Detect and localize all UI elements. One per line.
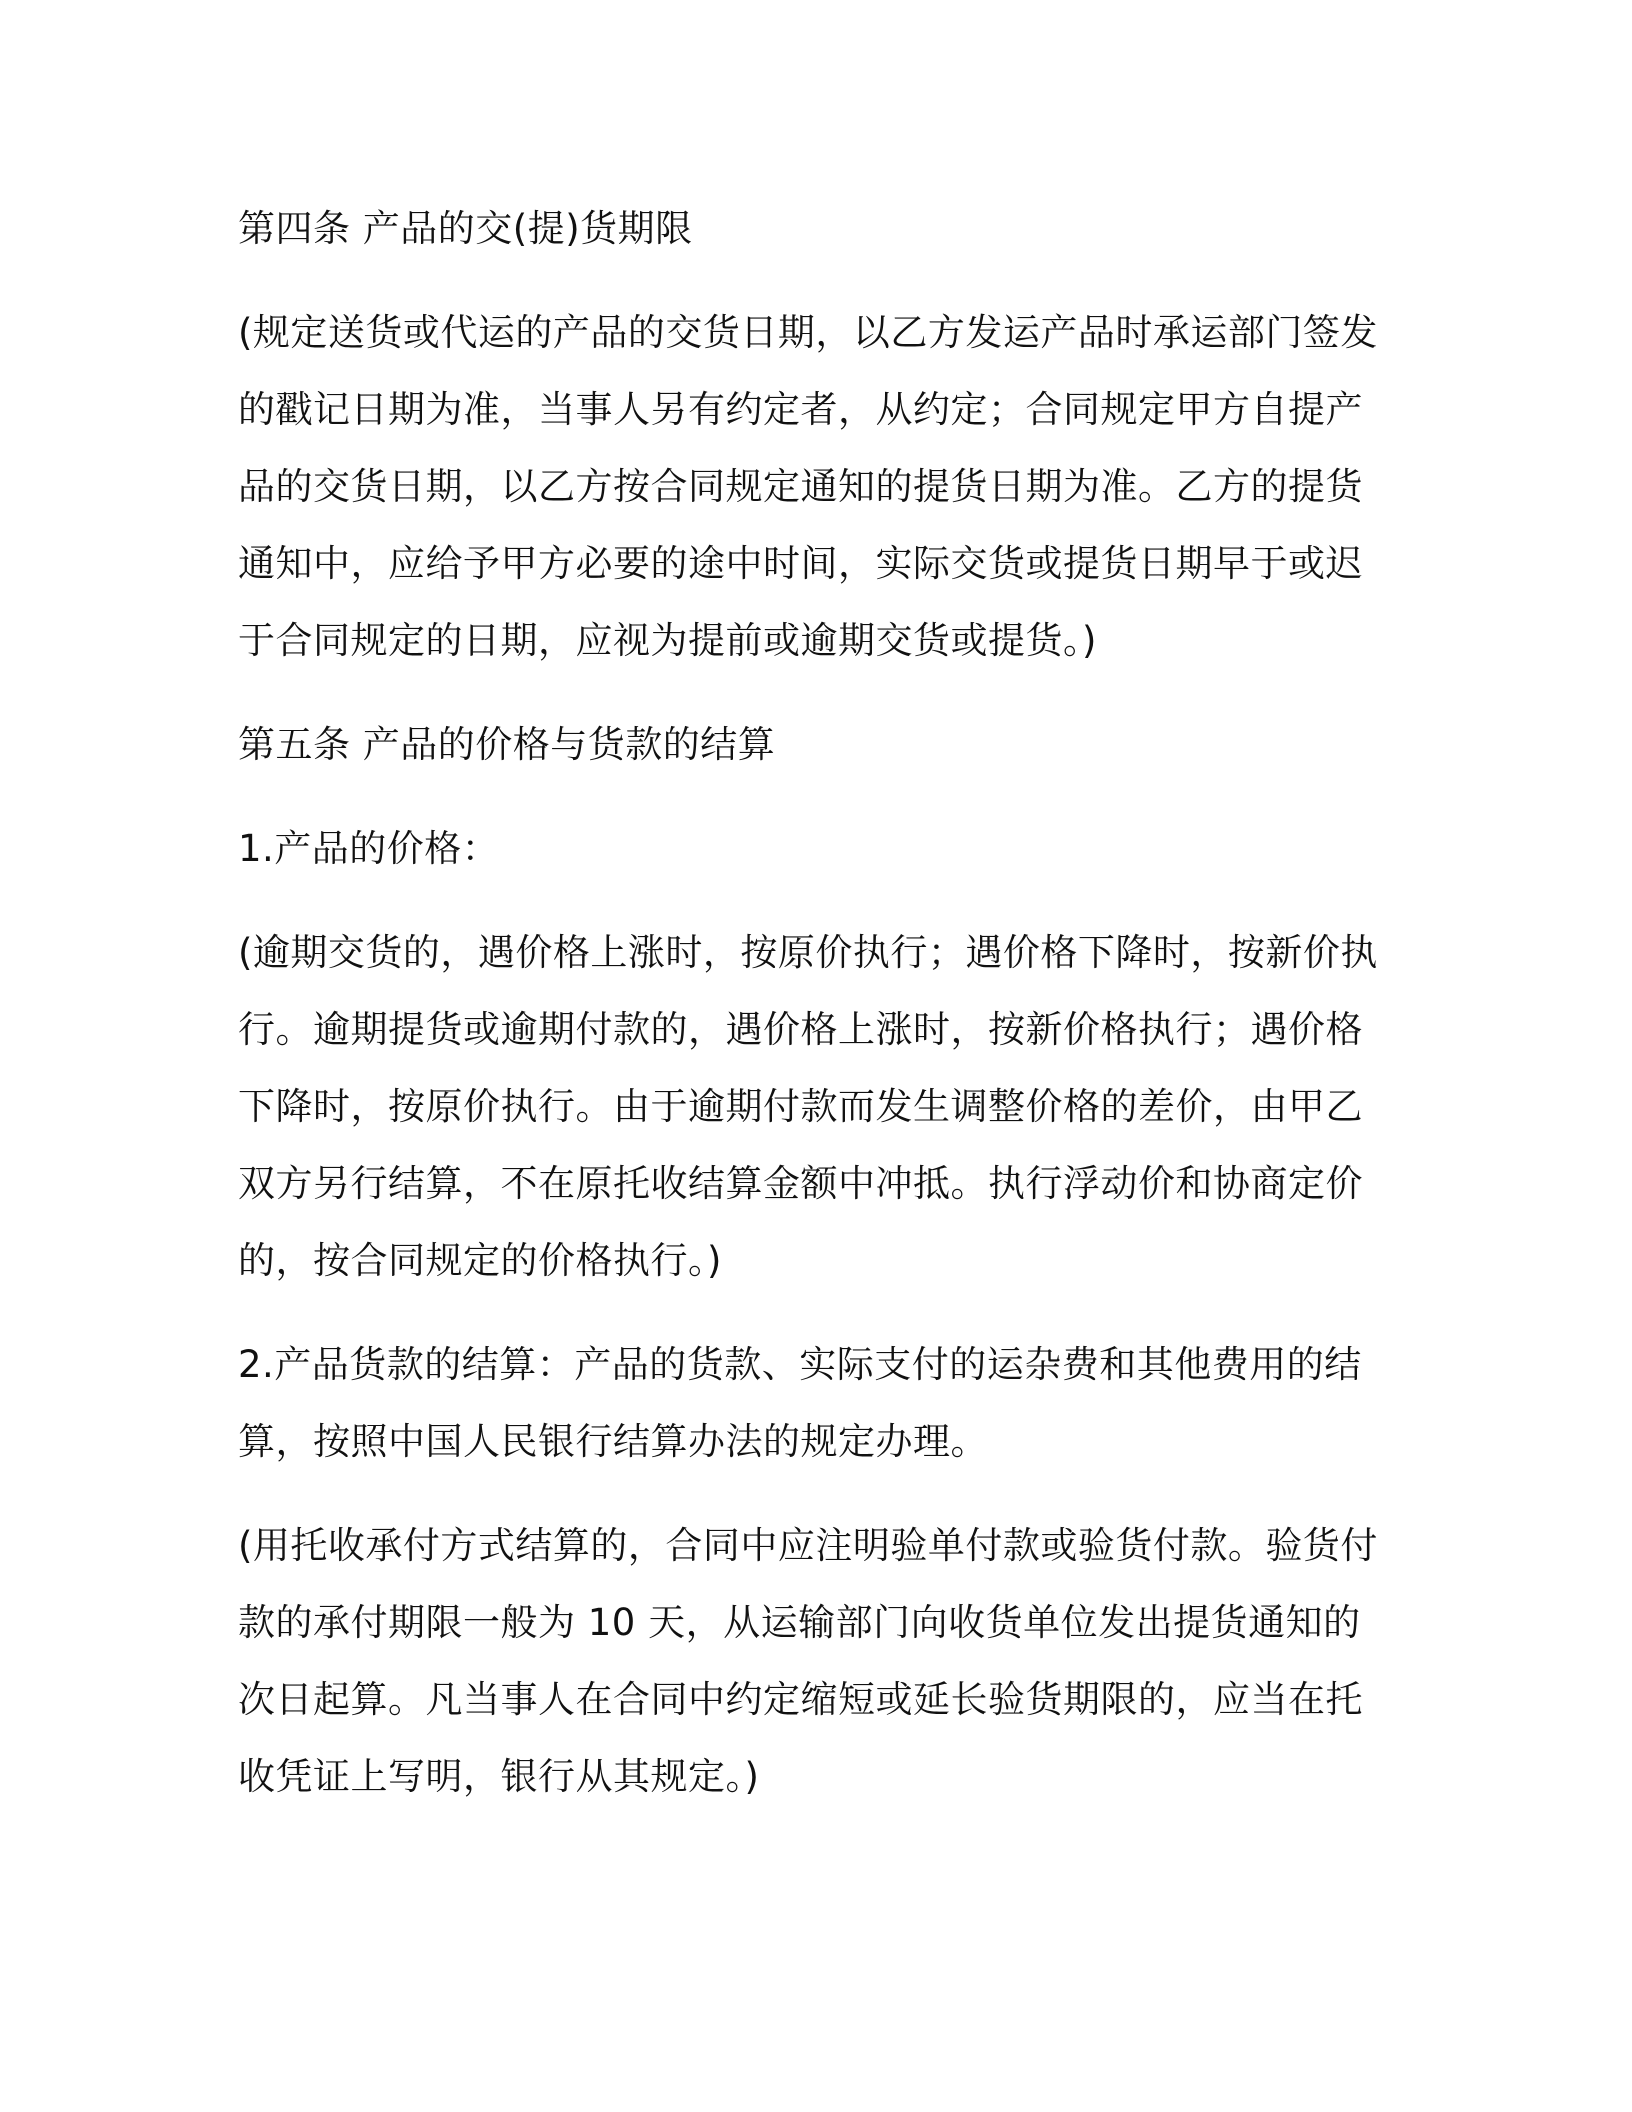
article5-item1: 1.产品的价格：: [238, 827, 500, 870]
article5-heading: 第五条 产品的价格与货款的结算: [238, 723, 776, 766]
article5-item2: 2.产品货款的结算：产品的货款、实际支付的运杂费和其他费用的结算，按照中国人民银行结算办法的规定办理。: [238, 1343, 1362, 1463]
article4-heading: 第四条 产品的交(提)货期限: [238, 207, 693, 250]
article5-item2-note: (用托收承付方式结算的，合同中应注明验单付款或验货付款。验货付款的承付期限一般为 10 天，从运输部门向收货单位发出提货通知的次日起算。凡当事人在合同中约定缩短或延长验货期限的，应当在托收凭证上写明，银行从其规定。): [238, 1524, 1378, 1798]
article5-item1-note: (逾期交货的，遇价格上涨时，按原价执行；遇价格下降时，按新价执行。逾期提货或逾期付款的，遇价格上涨时，按新价格执行；遇价格下降时，按原价执行。由于逾期付款而发生调整价格的差价，由甲乙双方另行结算，不在原托收结算金额中冲抵。执行浮动价和协商定价的，按合同规定的价格执行。): [238, 931, 1378, 1282]
article4-note: (规定送货或代运的产品的交货日期，以乙方发运产品时承运部门签发的戳记日期为准，当事人另有约定者，从约定；合同规定甲方自提产品的交货日期，以乙方按合同规定通知的提货日期为准。乙方的提货通知中，应给予甲方必要的途中时间，实际交货或提货日期早于或迟于合同规定的日期，应视为提前或逾期交货或提货。): [238, 311, 1378, 662]
